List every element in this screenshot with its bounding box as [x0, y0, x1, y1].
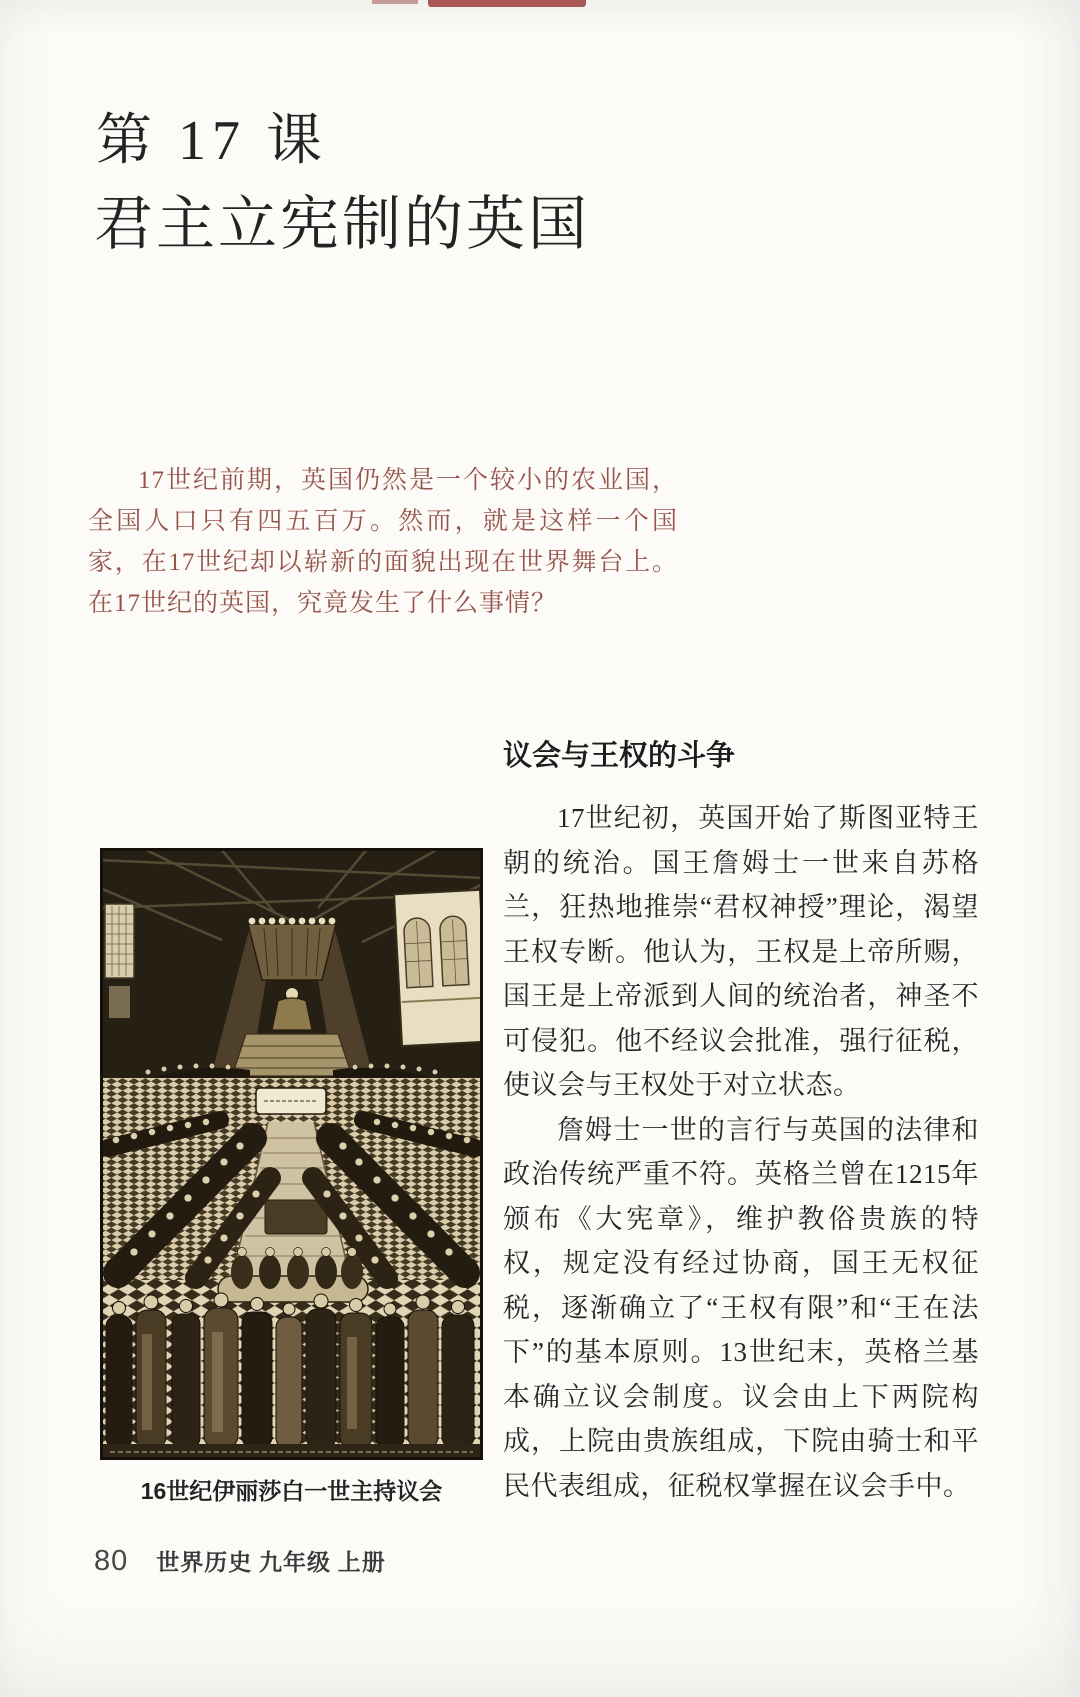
book-title: 世界历史 九年级 上册 — [156, 1550, 386, 1575]
red-banner-fragment — [428, 0, 586, 7]
body-paragraph: 詹姆士一世的言行与英国的法律和政治传统严重不符。英格兰曾在1215年颁布《大宪章》，维护教俗贵族的特权，规定没有经过协商，国王无权征税，逐渐确立了“王权有限”和“王在法下”的基本原则。13世纪末，英格兰基本确立议会制度。议会由上下两院构成，上院由贵族组成，下院由骑士和平民代表组成，征税权掌握在议会手中。 — [503, 1114, 979, 1501]
parliament-figure — [100, 848, 483, 1506]
figure-caption: 16世纪伊丽莎白一世主持议会 — [140, 1478, 443, 1504]
engraving-left-window — [105, 904, 134, 1018]
lesson-number: 第 17 课 — [96, 110, 328, 172]
section-heading: 议会与王权的斗争 — [503, 740, 736, 772]
red-banner-fragment — [372, 0, 418, 4]
page-number: 80 — [94, 1545, 129, 1577]
engraving-clerks-table — [265, 1200, 327, 1234]
parliament-engraving — [100, 848, 483, 1460]
page-footer — [94, 1544, 386, 1578]
lesson-title: 君主立宪制的英国 — [94, 191, 591, 257]
engraving-right-windows — [394, 890, 483, 1046]
cropped-red-banner-remnant — [372, 0, 586, 8]
engraving-plaque — [256, 1088, 326, 1114]
body-column — [503, 733, 979, 1508]
body-paragraph: 17世纪初，英国开始了斯图亚特王朝的统治。国王詹姆士一世来自苏格兰，狂热地推崇“君权神授”理论，渴望王权专断。他认为，王权是上帝所赐，国王是上帝派到人间的统治者，神圣不可侵犯。他不经议会批准，强行征税，使议会与王权处于对立状态。 — [503, 803, 979, 1100]
lesson-intro: 17世纪前期，英国仍然是一个较小的农业国，全国人口只有四五百万。然而，就是这样一个国家，在17世纪却以崭新的面貌出现在世界舞台上。在17世纪的英国，究竟发生了什么事情？ — [88, 467, 678, 617]
